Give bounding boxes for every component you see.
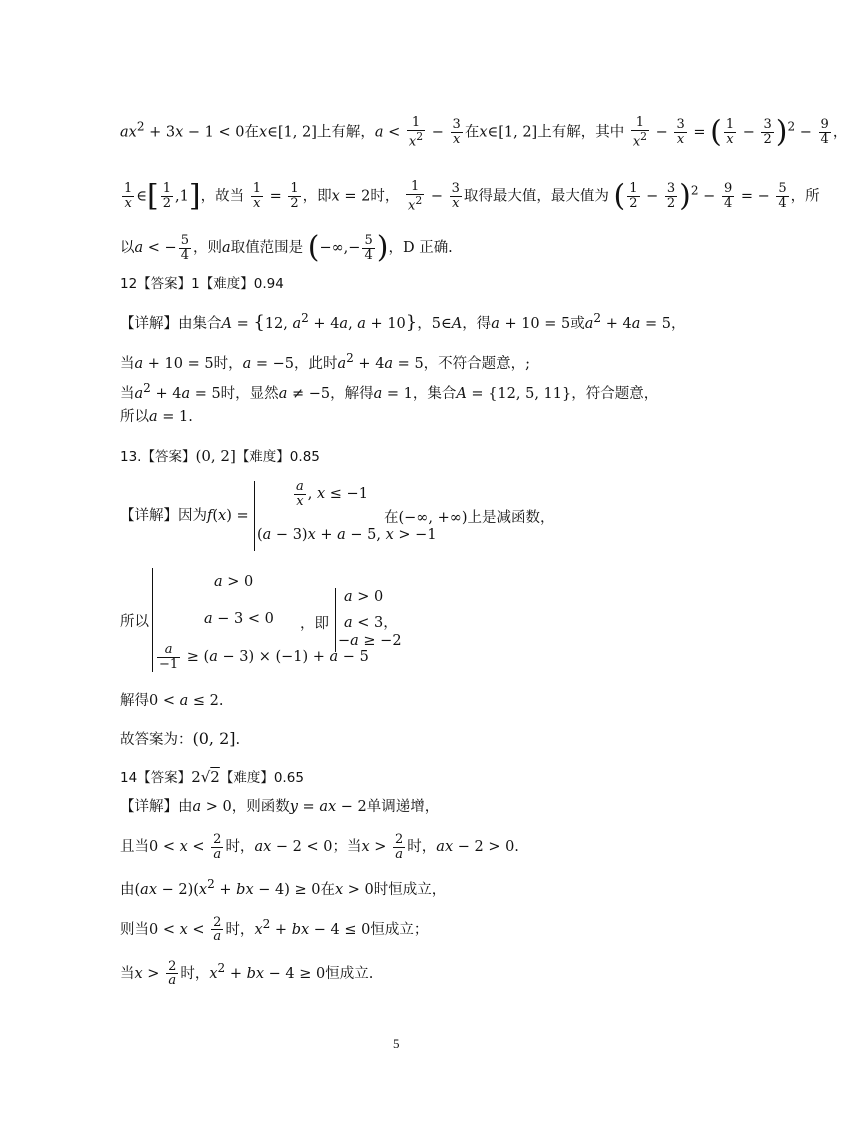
q13-detail-line-2: 所以 <box>120 614 149 630</box>
q12-detail-line-4: 所以a = 1. <box>120 409 193 425</box>
q13-decreasing-statement: 在(−∞, +∞)上是减函数， <box>384 510 555 526</box>
q14-detail-line-5: 当x > $\frac{2}{a}$ 时，$x^2$ + bx − 4 ≥ 0恒成立. <box>120 958 374 989</box>
q13-equivalent-label: ，即 <box>300 616 329 632</box>
q14-detail-line-4: 则当0 < x < $\frac{2}{a}$ 时，$x^2$ + bx − 4 ≤ 0恒成立； <box>120 914 429 945</box>
solution-line-1: $ax^2 + 3x - 1 < 0$在x∈[1, 2]上有解，a < $\frac{1}{x^2}$ − $\frac{3}{x}$ 在x∈[1, 2]上有解，其中 $\frac{1}{x^2}$ − $\frac{3}{x}$ = ( $\frac{1}{x}$ − $\frac{3}{2}$ )$^2$ − $\frac{9}{4}$ ， <box>120 114 847 150</box>
q13-simplified-brace <box>335 588 336 652</box>
q14-detail-line-3: 由$(ax - 2)(x^2$ + bx − 4) ≥ 0在x > 0时恒成立， <box>120 877 447 898</box>
q14-detail-line-1: 【详解】由a > 0，则函数y = ax − 2单调递增， <box>120 799 440 815</box>
q13-detail-line-1: 【详解】因为f(x) = <box>120 508 249 524</box>
q13-piecewise-case-2: (a − 3)x + a − 5, x > −1 <box>257 527 437 543</box>
q12-detail-line-3: 当$a^2 + 4a = 5$时，显然a ≠ −5，解得a = 1，集合A = {12, 5, 11}，符合题意， <box>120 381 659 402</box>
q14-answer-header: 14【答案】2√2【难度】0.65 <box>120 768 304 786</box>
q13-detail-line-3: 解得0 < a ≤ 2. <box>120 693 224 709</box>
q13-system-eq-2: a − 3 < 0 <box>204 611 274 627</box>
solution-line-3: 以a < − $\frac{5}{4}$ ，则a取值范围是 (−∞,− $\frac{5}{4}$ )，D 正确. <box>120 230 453 265</box>
q12-detail-line-2: 当a + 10 = 5时，a = −5，此时$a^2 + 4a = 5$，不符合题意，; <box>120 351 531 372</box>
q14-detail-line-2: 且当0 < x < $\frac{2}{a}$ 时，ax − 2 < 0；当x > $\frac{2}{a}$ 时，ax − 2 > 0. <box>120 832 519 862</box>
q12-answer-header: 12【答案】1【难度】0.94 <box>120 276 284 292</box>
q13-simplified-eq-2: a < 3， <box>344 615 398 631</box>
q13-piecewise-brace <box>254 481 255 551</box>
q13-answer-header: 13.【答案】(0, 2]【难度】0.85 <box>120 447 320 465</box>
q13-simplified-eq-3: −a ≥ −2 <box>338 633 402 649</box>
q13-system-eq-1: a > 0 <box>214 574 254 590</box>
q13-detail-line-4: 故答案为：(0, 2]. <box>120 729 241 748</box>
solution-line-2: $\frac{1}{x}$ ∈[ $\frac{1}{2}$ ,1]，故当 $\frac{1}{x}$ = $\frac{1}{2}$ ，即x = 2时， $\frac{1}{x^2}$ − $\frac{3}{x}$ 取得最大值，最大值为 ( $\frac{1}{2}$ − $\frac{3}{2}$ )$^2$ − $\frac{9}{4}$ = − $\frac{5}{4}$ ，所 <box>124 178 820 214</box>
q13-system-eq-3: $\frac{a}{-1}$ ≥ (a − 3) × (−1) + a − 5 <box>159 642 369 672</box>
q12-detail-line-1: 【详解】由集合A = {12, $a^2 + 4a$, a + 10}，5∈A，得a + 10 = 5或$a^2 + 4a = 5$， <box>120 311 686 333</box>
q13-piecewise-case-1: $\frac{a}{x}$ , x ≤ −1 <box>296 479 368 509</box>
q13-system-brace <box>152 568 153 672</box>
page-number: 5 <box>393 1036 400 1051</box>
q13-simplified-eq-1: a > 0 <box>344 589 384 605</box>
